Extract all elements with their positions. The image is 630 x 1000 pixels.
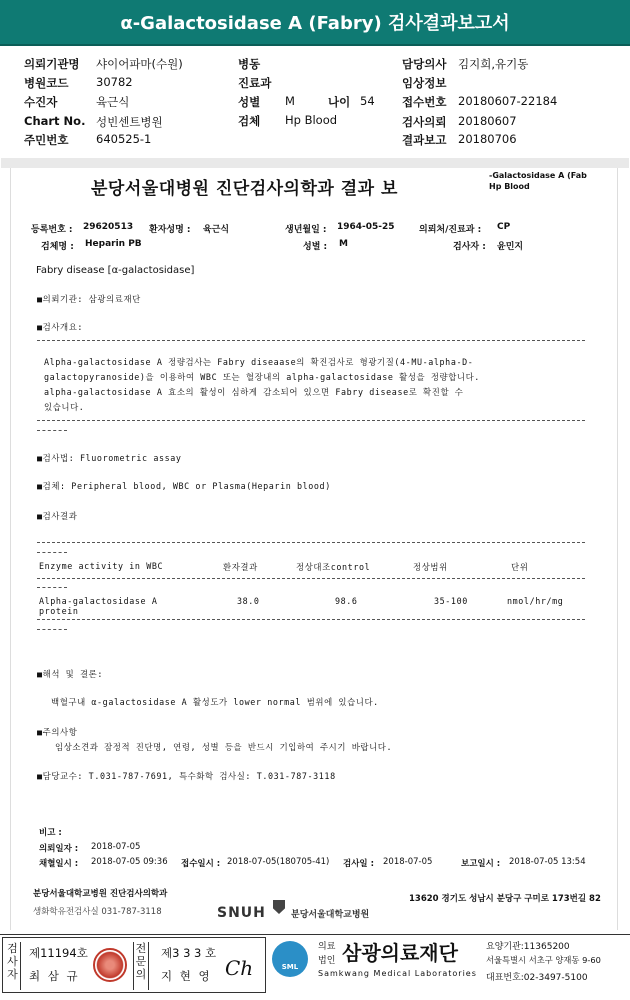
divider <box>37 420 585 421</box>
patient-name-value: 육근식 <box>203 225 230 235</box>
reg-no-label: 등록번호 : <box>31 225 73 235</box>
info-value-chart-no: 성빈센트병원 <box>96 115 163 129</box>
specialist-signature: Ch <box>225 956 254 980</box>
table-cell-patient-result: 38.0 <box>237 596 260 606</box>
collect-value: 2018-07-05 09:36 <box>91 857 168 867</box>
org-name: 삼광의료재단 <box>342 941 458 965</box>
report-address: 13620 경기도 성남시 분당구 구미로 173번길 82 <box>409 894 601 904</box>
report-header-corner <box>489 170 619 192</box>
table-header-control: 정상대조control <box>296 562 371 572</box>
seal-stamp <box>93 948 127 982</box>
specimen-line: ■검체: Peripheral blood, WBC or Plasma(Heparin blood) <box>37 481 331 491</box>
dept-value: CP <box>497 222 511 232</box>
info-label-physician: 담당의사 <box>402 57 447 71</box>
divider <box>37 542 585 543</box>
table-header-range: 정상범위 <box>413 562 448 572</box>
divider <box>37 552 67 553</box>
info-value-resident-no: 640525-1 <box>96 132 152 146</box>
report-title-bar <box>0 0 630 46</box>
table-cell-enzyme: Alpha-galactosidase A <box>39 596 158 606</box>
tester-value: 윤민지 <box>497 242 524 252</box>
table-cell-control: 98.6 <box>335 596 358 606</box>
report-corner-line1: -Galactosidase A (Fab <box>489 171 587 180</box>
patient-info-block <box>0 52 630 152</box>
report-corner-line2: Hp Blood <box>489 182 530 191</box>
divider <box>37 578 585 579</box>
overview-line-1: Alpha-galactosidase A 정량검사는 Fabry diseaase의 확진검사로 형광기질(4-MU-alpha-D- <box>44 357 474 367</box>
dob-value: 1964-05-25 <box>337 222 395 232</box>
caution-heading: ■주의사항 <box>37 727 78 737</box>
specialist-license-no: 제3 3 3 호 <box>161 946 217 960</box>
info-value-specimen: Hp Blood <box>285 113 338 127</box>
method-line: ■검사법: Fluorometric assay <box>37 453 182 463</box>
org-small-1: 의료 <box>318 942 336 952</box>
info-label-resident-no: 주민번호 <box>24 133 69 147</box>
section-title: Fabry disease [α-galactosidase] <box>36 265 195 276</box>
reg-no-value: 29620513 <box>83 222 134 232</box>
info-value-request-date: 20180607 <box>458 114 517 128</box>
specimen-name-value: Heparin PB <box>85 239 142 249</box>
tester-license-no: 제11194호 <box>29 946 88 960</box>
info-value-report-date: 20180706 <box>458 132 517 146</box>
divider <box>37 629 67 630</box>
sml-logo-text: SML <box>281 963 299 971</box>
info-label-institution: 의뢰기관명 <box>24 57 80 71</box>
info-label-hospital-code: 병원코드 <box>24 76 69 90</box>
snuh-hospital-name: 분당서울대학교병원 <box>291 910 370 920</box>
info-label-ward: 병동 <box>238 57 261 71</box>
interpretation-text: 백혈구내 α-galactosidase A 활성도가 lower normal 범위에 있습니다. <box>51 697 379 707</box>
shield-icon <box>273 900 285 914</box>
info-label-patient: 수진자 <box>24 95 58 109</box>
test-date-label: 검사일 : <box>343 859 374 869</box>
scanned-lab-report <box>10 168 618 930</box>
org-phone: 대표번호:02-3497-5100 <box>486 973 588 983</box>
sml-logo-icon <box>272 941 308 977</box>
care-code: 요양기관:11365200 <box>486 942 570 952</box>
report-date-label: 보고일시 : <box>461 859 501 869</box>
divider <box>37 587 67 588</box>
receipt-value: 2018-07-05(180705-41) <box>227 857 330 867</box>
org-small-2: 법인 <box>318 956 336 966</box>
info-label-receipt-no: 접수번호 <box>402 95 447 109</box>
divider <box>37 340 585 341</box>
lab-line: 생화학유전검사실 031-787-3118 <box>33 907 162 917</box>
contact-line: ■담당교수: T.031-787-7691, 특수화학 검사실: T.031-787-3118 <box>37 771 336 781</box>
specialist-box-label: 전문의 <box>133 942 149 990</box>
info-label-age: 나이 <box>328 95 351 109</box>
info-value-sex: M <box>285 94 295 108</box>
info-label-specimen: 검체 <box>238 114 261 128</box>
info-value-receipt-no: 20180607-22184 <box>458 94 558 108</box>
receipt-label: 접수일시 : <box>181 859 221 869</box>
tester-signature-box <box>2 937 266 993</box>
collect-label: 채혈일시 : <box>39 859 79 869</box>
test-date-value: 2018-07-05 <box>383 857 433 867</box>
info-label-report-date: 결과보고 <box>402 133 447 147</box>
report-sex-value: M <box>339 239 348 249</box>
dept-label: 의뢰처/진료과 : <box>419 225 482 235</box>
info-label-department: 진료과 <box>238 76 272 90</box>
interpretation-heading: ■해석 및 결론: <box>37 669 104 679</box>
table-cell-enzyme-cont: protein <box>39 606 79 616</box>
patient-name-label: 환자성명 : <box>149 225 191 235</box>
info-value-physician: 김지희,유기동 <box>458 57 529 71</box>
org-english-name: Samkwang Medical Laboratories <box>318 969 477 978</box>
table-header-patient: 환자결과 <box>223 562 258 572</box>
tester-box-label: 검사자 <box>5 942 21 990</box>
caution-text: 임상소견과 잠정적 진단명, 연령, 성별 등을 반드시 기입하여 주시기 바랍니다. <box>55 742 393 752</box>
info-label-clinical-info: 임상정보 <box>402 76 447 90</box>
info-value-institution: 샤이어파마(수원) <box>96 57 183 71</box>
table-header-enzyme: Enzyme activity in WBC <box>39 561 164 571</box>
info-label-sex: 성별 <box>238 95 261 109</box>
info-value-hospital-code: 30782 <box>96 75 133 89</box>
req-date-label: 의뢰일자 : <box>39 844 79 854</box>
req-date-value: 2018-07-05 <box>91 842 141 852</box>
org-address: 서울특별시 서초구 양재동 9-60 <box>486 955 601 965</box>
info-label-request-date: 검사의뢰 <box>402 115 447 129</box>
overview-line-2: galactopyranoside)을 이용하여 WBC 또는 혈장내의 alpha-galactosidase 활성을 정량합니다. <box>44 372 480 382</box>
specimen-name-label: 검체명 : <box>41 242 74 252</box>
tester-name: 최 삼 규 <box>29 969 80 983</box>
table-header-unit: 단위 <box>511 562 529 572</box>
divider <box>37 430 67 431</box>
result-heading: ■검사결과 <box>37 511 78 521</box>
report-sex-label: 성별 : <box>303 242 328 252</box>
info-value-patient: 육근식 <box>96 95 130 109</box>
report-date-value: 2018-07-05 13:54 <box>509 857 586 867</box>
dept-name: 분당서울대학교병원 진단검사의학과 <box>33 889 168 899</box>
snuh-logo: SNUH <box>217 905 266 921</box>
signature-footer <box>0 934 630 996</box>
overview-heading: ■검사개요: <box>37 322 84 332</box>
table-cell-range: 35-100 <box>434 596 468 606</box>
tester-label: 검사자 : <box>453 242 486 252</box>
overview-line-4: 있습니다. <box>44 402 85 412</box>
table-cell-unit: nmol/hr/mg <box>507 596 564 606</box>
report-title: α-Galactosidase A (Fabry) 검사결과보고서 <box>120 13 510 34</box>
divider <box>37 619 585 620</box>
info-label-chart-no: Chart No. <box>24 114 86 128</box>
overview-line-3: alpha-galactosidase A 효소의 활성이 심하게 감소되어 있으면 Fabry disease로 확진할 수 <box>44 387 464 397</box>
institution-line: ■의뢰기관: 삼광의료재단 <box>37 294 141 304</box>
remark-label: 비고 : <box>39 828 62 838</box>
report-header-title: 분당서울대병원 진단검사의학과 결과 보 <box>91 179 398 199</box>
dob-label: 생년월일 : <box>285 225 327 235</box>
info-value-age: 54 <box>360 94 375 108</box>
specialist-name: 지 현 영 <box>161 969 212 983</box>
